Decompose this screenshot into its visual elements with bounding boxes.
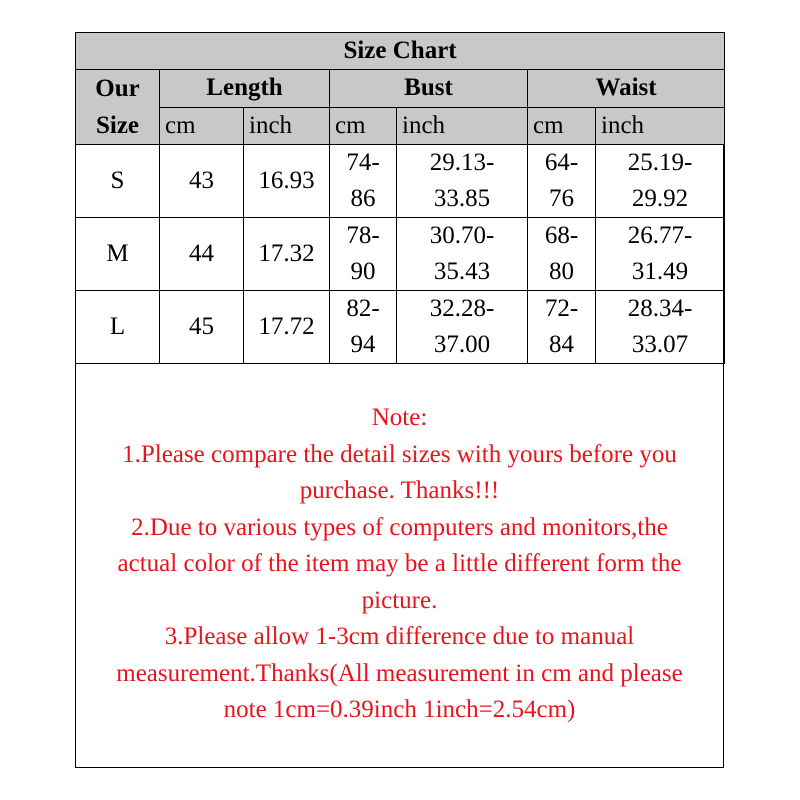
waist-inch-max: 33.07 — [631, 331, 689, 358]
size-cell: S — [76, 145, 160, 218]
waist-cm-min: 64- — [544, 149, 579, 176]
bust-cm-cell — [330, 218, 397, 291]
waist-inch-max: 31.49 — [631, 258, 689, 285]
bust-cm-max: 86 — [350, 185, 376, 212]
chart-title: Size Chart — [76, 33, 725, 70]
size-header-line2: Size — [95, 112, 140, 139]
waist-inch-min: 25.19- — [627, 149, 693, 176]
note-line: measurement.Thanks(All measurement in cm and please — [116, 659, 683, 687]
bust-inch-cell — [397, 218, 528, 291]
table-row — [76, 218, 725, 291]
bust-cm-max: 90 — [350, 258, 376, 285]
size-cell: M — [76, 218, 160, 291]
bust-header: Bust — [330, 70, 528, 108]
waist-inch-cell — [596, 145, 725, 218]
waist-inch-max: 29.92 — [631, 185, 689, 212]
note-line: note 1cm=0.39inch 1inch=2.54cm) — [223, 696, 576, 723]
length-cm-cell: 43 — [160, 145, 244, 218]
size-column-header — [76, 70, 160, 145]
bust-cm-cell — [330, 145, 397, 218]
waist-cm-cell — [528, 145, 596, 218]
note-line: actual color of the item may be a little different form the — [117, 550, 682, 577]
waist-cm-min: 68- — [544, 222, 579, 249]
bust-inch-max: 35.43 — [433, 258, 491, 285]
waist-cm-cell — [528, 291, 596, 364]
length-cm-cell: 45 — [160, 291, 244, 364]
table-row — [76, 291, 725, 364]
size-header-line1: Our — [95, 75, 140, 102]
bust-inch-max: 37.00 — [433, 331, 491, 358]
size-chart-table — [75, 32, 725, 364]
bust-cm-min: 74- — [346, 149, 380, 176]
bust-inch-min: 29.13- — [429, 149, 495, 176]
note-line: picture. — [361, 586, 438, 614]
note-line: 1.Please compare the detail sizes with yours before you — [122, 440, 677, 468]
length-inch-cell: 16.93 — [244, 145, 330, 218]
note-line: 2.Due to various types of computers and monitors,the — [131, 513, 668, 541]
length-header: Length — [160, 70, 330, 108]
waist-cm-cell — [528, 218, 596, 291]
waist-inch-cell — [596, 291, 725, 364]
size-cell: L — [76, 291, 160, 364]
waist-inch-min: 26.77- — [627, 222, 693, 249]
bust-cm-header: cm — [330, 107, 397, 145]
bust-cm-max: 94 — [350, 331, 376, 358]
bust-inch-cell — [397, 291, 528, 364]
bust-inch-max: 33.85 — [433, 185, 491, 212]
waist-inch-min: 28.34- — [627, 295, 693, 322]
waist-cm-header: cm — [528, 107, 596, 145]
length-cm-cell: 44 — [160, 218, 244, 291]
bust-inch-min: 32.28- — [429, 295, 495, 322]
bust-cm-cell — [330, 291, 397, 364]
note-line: 3.Please allow 1-3cm difference due to manual — [164, 623, 635, 650]
length-cm-header: cm — [160, 107, 244, 145]
note-line: purchase. Thanks!!! — [299, 477, 500, 504]
bust-inch-min: 30.70- — [429, 222, 495, 249]
notes-block — [75, 400, 724, 729]
bust-cm-min: 82- — [346, 295, 380, 322]
waist-cm-max: 80 — [549, 258, 574, 285]
bust-inch-cell — [397, 145, 528, 218]
length-inch-cell: 17.32 — [244, 218, 330, 291]
waist-cm-min: 72- — [544, 295, 579, 322]
waist-inch-header: inch — [596, 107, 725, 145]
waist-cm-max: 84 — [549, 331, 574, 358]
bust-inch-header: inch — [397, 107, 528, 145]
table-row — [76, 145, 725, 218]
waist-cm-max: 76 — [549, 185, 574, 212]
bust-cm-min: 78- — [346, 222, 380, 249]
length-inch-header: inch — [244, 107, 330, 145]
length-inch-cell: 17.72 — [244, 291, 330, 364]
waist-inch-cell — [596, 218, 725, 291]
waist-header: Waist — [528, 70, 725, 108]
note-heading: Note: — [371, 404, 428, 431]
